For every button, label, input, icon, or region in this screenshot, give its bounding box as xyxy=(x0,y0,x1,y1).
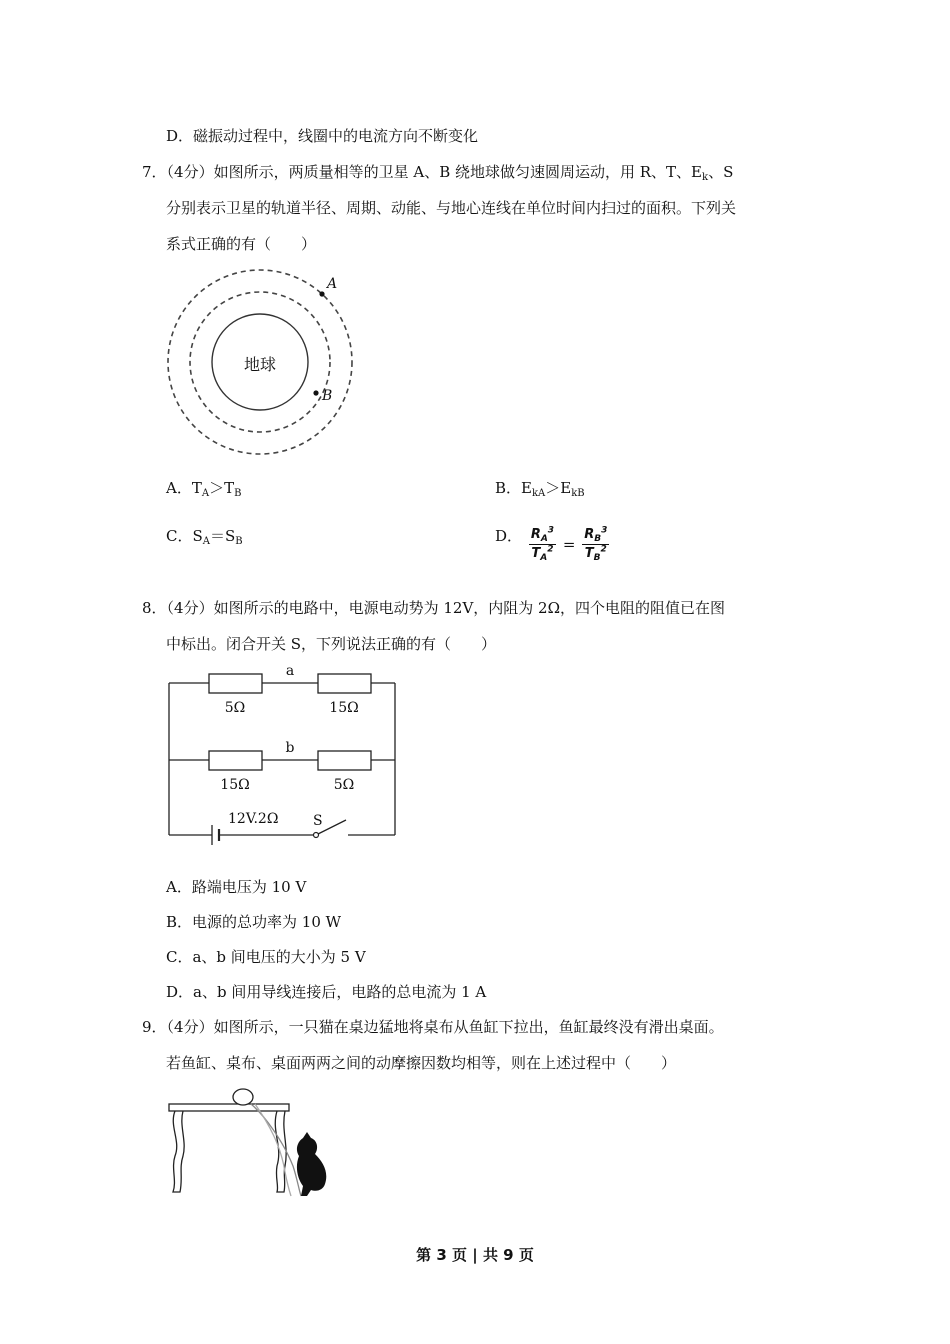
q7-option-c-op: ＝ xyxy=(210,527,226,545)
q7-orbit-figure xyxy=(160,262,360,462)
q7-option-d xyxy=(495,526,611,563)
q6-option-d: D．磁振动过程中，线圈中的电流方向不断变化 xyxy=(166,127,479,145)
q7-text-line1: （4分）如图所示，两质量相等的卫星 A、B 绕地球做匀速圆周运动，用 R、T、E xyxy=(166,163,703,181)
fish-bowl xyxy=(233,1089,253,1105)
q8-text-line2: 中标出。闭合开关 S，下列说法正确的有（ ） xyxy=(166,635,497,653)
q7-option-a-s2: B xyxy=(234,488,242,499)
q7-option-c-t1: S xyxy=(192,527,203,545)
frac-left-den: T xyxy=(531,546,541,561)
frac-right-den-sup: 2 xyxy=(600,544,607,555)
cat-silhouette xyxy=(297,1132,326,1196)
q7-option-a xyxy=(166,478,241,498)
q7-option-b-t1: E xyxy=(521,479,532,497)
q7-question xyxy=(142,162,733,182)
q7-option-a-s1: A xyxy=(201,488,210,499)
q8-question xyxy=(142,598,725,618)
q7-option-c-s2: B xyxy=(235,536,243,547)
node-b-label: b xyxy=(285,740,295,756)
table-left-leg xyxy=(173,1111,184,1192)
q9-question xyxy=(142,1017,724,1037)
satellite-a-label: A xyxy=(327,276,338,292)
switch-pivot xyxy=(314,833,319,838)
q8-circuit-figure xyxy=(166,660,400,842)
frac-left-num-sup: 3 xyxy=(547,525,555,536)
satellite-b-label: B xyxy=(322,388,333,404)
q7-option-a-op: ＞ xyxy=(209,479,225,497)
q7-option-b-s1: kA xyxy=(531,488,546,499)
earth-label: 地球 xyxy=(243,355,277,374)
node-a-label: a xyxy=(285,663,295,679)
q7-text-sub: k xyxy=(702,172,709,183)
table-right-leg xyxy=(275,1111,286,1192)
q8-option-c: C．a、b 间电压的大小为 5 V xyxy=(166,948,366,966)
q7-text-line1-end: 、S xyxy=(708,163,734,181)
q7-option-a-prefix: A． xyxy=(166,479,192,497)
q9-text-line1: （4分）如图所示，一只猫在桌边猛地将桌布从鱼缸下拉出，鱼缸最终没有滑出桌面。 xyxy=(166,1018,724,1036)
q7-option-c-prefix: C． xyxy=(166,527,193,545)
frac-right-num-sub: B xyxy=(594,534,602,544)
q7-option-d-equals: = xyxy=(562,535,576,554)
q7-text-line2: 分别表示卫星的轨道半径、周期、动能、与地心连线在单位时间内扫过的面积。下列关 xyxy=(166,199,737,217)
q8-option-a: A．路端电压为 10 V xyxy=(166,878,307,896)
resistor-15-mid xyxy=(209,751,262,770)
q8-text-line1: （4分）如图所示的电路中，电源电动势为 12V，内阻为 2Ω，四个电阻的阻值已在图 xyxy=(166,599,726,617)
q7-option-d-fraction-left xyxy=(529,526,556,563)
frac-left-num: R xyxy=(530,527,541,542)
frac-left-den-sup: 2 xyxy=(547,544,554,555)
page-footer: 第 3 页 | 共 9 页 xyxy=(416,1246,534,1264)
satellite-a-dot xyxy=(319,291,324,296)
source-label: 12V.2Ω xyxy=(228,811,279,827)
q7-option-b-prefix: B． xyxy=(495,479,522,497)
q7-option-c xyxy=(166,526,243,546)
r1-label: 5Ω xyxy=(224,700,246,716)
r2-label: 15Ω xyxy=(329,700,359,716)
q9-text-line2: 若鱼缸、桌布、桌面两两之间的动摩擦因数均相等，则在上述过程中（ ） xyxy=(166,1054,677,1072)
frac-left-den-sub: A xyxy=(540,553,548,563)
q7-option-b-t2: E xyxy=(560,479,572,497)
r3-label: 15Ω xyxy=(220,777,250,793)
switch-label: S xyxy=(313,813,323,829)
frac-right-num: R xyxy=(584,527,595,542)
frac-right-den: T xyxy=(584,546,594,561)
q7-option-d-fraction-right xyxy=(582,526,609,563)
resistor-5-top xyxy=(209,674,262,693)
resistor-5-mid xyxy=(318,751,371,770)
resistor-15-top xyxy=(318,674,371,693)
r4-label: 5Ω xyxy=(333,777,355,793)
q8-option-b: B．电源的总功率为 10 W xyxy=(166,913,342,931)
q7-option-d-prefix: D． xyxy=(495,527,523,545)
satellite-b-dot xyxy=(313,390,318,395)
q7-option-b xyxy=(495,478,585,498)
q9-cat-table-figure xyxy=(165,1086,340,1198)
frac-left-num-sub: A xyxy=(540,534,548,544)
q7-option-a-t1: T xyxy=(191,479,202,497)
q7-text-line3: 系式正确的有（ ） xyxy=(166,235,317,253)
q7-option-a-t2: T xyxy=(224,479,235,497)
table-top xyxy=(169,1104,289,1111)
q8-number: 8． xyxy=(142,599,167,617)
q9-number: 9． xyxy=(142,1018,167,1036)
q7-option-b-op: ＞ xyxy=(545,479,561,497)
q7-number: 7． xyxy=(142,163,167,181)
q7-option-b-s2: kB xyxy=(571,488,585,499)
q7-option-c-s1: A xyxy=(202,536,210,547)
q7-option-c-t2: S xyxy=(225,527,236,545)
q8-option-d: D．a、b 间用导线连接后，电路的总电流为 1 A xyxy=(166,983,487,1001)
frac-right-num-sup: 3 xyxy=(601,525,608,536)
frac-right-den-sub: B xyxy=(593,553,601,563)
